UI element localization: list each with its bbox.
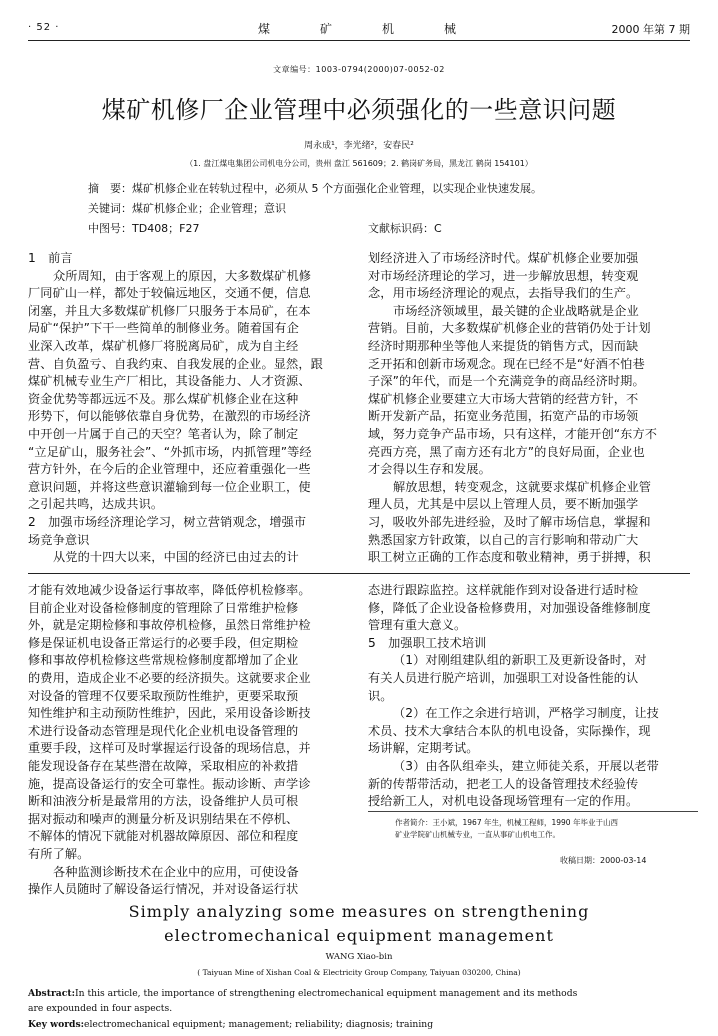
text-line: 断和油液分析是最常用的方法，设备维护人员可根 (28, 794, 299, 809)
text-line: 念，用市场经济理论的观点，去指导我们的生产。 (368, 286, 639, 301)
text-line: 目前企业对设备检修制度的管理除了日常维护检修 (28, 600, 299, 615)
english-title-line-2: electromechanical equipment management (164, 926, 554, 945)
footnote-line-1: 作者简介：王小斌，1967 年生，机械工程师，1990 年毕业于山西 (395, 818, 618, 827)
running-header (28, 20, 690, 41)
text-line: 意识问题，并将这些意识灌输到每一位企业职工，使 (28, 479, 311, 494)
text-line: 新的传帮带活动，把老工人的设备管理技术经验传 (368, 776, 639, 791)
text-line: 职工树立正确的工作态度和敬业精神，勇于拼搏，积 (368, 550, 651, 565)
document-code (368, 220, 442, 236)
text-line: 各种监测诊断技术在企业中的应用，可使设备 (53, 864, 299, 879)
text-line: 解放思想，转变观念，这就要求煤矿机修企业管 (393, 479, 652, 494)
text-line: 5 加强职工技术培训 (368, 635, 487, 650)
abstract-text: 煤矿机修企业在转轨过程中，必须从 5 个方面强化企业管理，以实现企业快速发展。 (132, 182, 542, 195)
english-title-line-1: Simply analyzing some measures on strengthening (128, 902, 590, 921)
english-keywords-text: electromechanical equipment; management; reliability; diagnosis; training (84, 1019, 434, 1030)
footnote-line-2: 矿业学院矿山机械专业，一直从事矿山机电工作。 (395, 830, 560, 839)
journal-name: 煤矿机械 (258, 22, 507, 36)
text-line: 子深”的年代，而是一个充满竞争的商品经济时期。 (368, 374, 645, 389)
english-abstract-line-1: In this article, the importance of strengthening electromechanical equipment management and its methods (75, 988, 578, 999)
text-line: 厂同矿山一样，都处于较偏远地区，交通不便，信息 (28, 286, 311, 301)
text-line: （2）在工作之余进行培训，严格学习制度，让技 (393, 706, 659, 721)
text-line: 2 加强市场经济理论学习，树立营销观念，增强市 (28, 514, 307, 529)
text-line: 修，降低了企业设备检修费用，对加强设备维修制度 (368, 600, 651, 615)
article-number: 文章编号：1003-0794(2000)07-0052-02 (273, 65, 445, 74)
abstract-label: 摘 要： (88, 182, 132, 195)
text-line: 有关人员进行脱产培训，加强职工对设备性能的认 (368, 670, 639, 685)
text-line: 断开发新产品，拓宽业务范围，拓宽产品的市场领 (368, 409, 639, 424)
text-line: 营销。目前，大多数煤矿机修企业的营销仍处于计划 (368, 321, 651, 336)
text-line: 修和事故停机检修这些常规检修制度都增加了企业 (28, 653, 299, 668)
paper-title: 煤矿机修厂企业管理中必须强化的一些意识问题 (101, 96, 617, 124)
text-line: 施，提高设备运行的安全可靠性。振动诊断、声学诊 (28, 776, 311, 791)
text-line: 才会得以生存和发展。 (368, 462, 491, 477)
text-line: 习，吸收外部先进经验，及时了解市场信息，掌握和 (368, 514, 651, 529)
text-line: 重要手段，这样可及时掌握运行设备的现场信息，并 (28, 741, 311, 756)
text-line: 众所周知，由于客观上的原因，大多数煤矿机修 (53, 268, 312, 283)
abstract-block (88, 180, 542, 196)
text-line: 态进行跟踪监控。这样就能作到对设备进行适时检 (368, 583, 639, 597)
footnote-rule (368, 811, 698, 812)
document-code-value: C (434, 222, 442, 235)
text-line: 乏开拓和创新市场观念。现在已经不是“好酒不怕巷 (368, 356, 645, 371)
author-affiliation: （1. 盘江煤电集团公司机电分公司，贵州 盘江 561609；2. 鹤岗矿务局，黑龙江 鹤岗 154101） (185, 159, 533, 168)
text-line: 场讲解，定期考试。 (368, 741, 479, 756)
text-line: 从党的十四大以来，中国的经济已由过去的计 (53, 550, 299, 565)
keywords-label: 关键词： (88, 202, 132, 215)
clc-text: TD408；F27 (132, 222, 200, 235)
text-line: 知性维护和主动预防性维护，因此，采用设备诊断技 (28, 706, 311, 721)
text-line: 对市场经济理论的学习，进一步解放思想，转变观 (368, 268, 639, 283)
page-number: · 52 · (28, 22, 60, 33)
text-line: 才能有效地减少设备运行事故率，降低停机检修率。 (28, 583, 311, 597)
text-line: 业深入改革，煤矿机修厂将脱离局矿，成为自主经 (28, 338, 299, 353)
text-line: 的费用，造成企业不必要的经济损失。这就要求企业 (28, 670, 311, 685)
text-line: 场竞争意识 (28, 532, 90, 547)
page-divider (28, 573, 690, 574)
text-line: 管理有重大意义。 (368, 618, 467, 633)
text-line: 据对振动和噪声的测量分析及识别结果在不停机、 (28, 811, 299, 826)
text-line: 局矿“保护”下干一些简单的制修业务。随着国有企 (28, 321, 299, 336)
clc-label: 中图号： (88, 222, 132, 235)
body-column-right-top (368, 250, 698, 567)
text-line: （1）对刚组建队组的新职工及更新设备时，对 (393, 653, 647, 668)
text-line: 识。 (368, 688, 393, 703)
text-line: 术进行设备动态管理是现代化企业机电设备管理的 (28, 723, 299, 738)
keywords-text: 煤矿机修企业；企业管理；意识 (132, 202, 286, 215)
text-line: 营方针外，在今后的企业管理中，还应着重强化一些 (28, 462, 311, 477)
text-line: 之引起共鸣，达成共识。 (28, 497, 164, 512)
english-abstract-label: Abstract: (28, 988, 75, 999)
text-line: 资金优势等都远远不及。那么煤矿机修企业在这种 (28, 391, 299, 406)
text-line: 授给新工人，对机电设备现场管理有一定的作用。 (368, 794, 639, 809)
text-line: 市场经济领域里，最关键的企业战略就是企业 (393, 303, 639, 318)
text-line: 煤矿机械专业生产厂相比，其设备能力、人才资源、 (28, 374, 311, 389)
received-date: 收稿日期：2000-03-14 (560, 856, 647, 865)
text-line: 中开创一片属于自己的天空？笔者认为，除了制定 (28, 426, 299, 441)
clc-block (88, 220, 200, 236)
text-line: 亮西方亮，黑了南方还有北方”的良好局面，企业也 (368, 444, 645, 459)
text-line: “立足矿山，服务社会”、“外抓市场，内抓管理”等经 (28, 444, 312, 459)
text-line: 形势下，何以能够依靠自身优势，在激烈的市场经济 (28, 409, 311, 424)
text-line: 1 前言 (28, 251, 73, 265)
text-line: 煤矿机修企业要建立大市场大营销的经营方针，不 (368, 391, 639, 406)
text-line: 修是保证机电设备正常运行的必要手段，但定期检 (28, 635, 299, 650)
english-keywords (28, 1017, 698, 1032)
issue-label: 2000 年第 7 期 (611, 23, 690, 36)
text-line: 能发现设备存在某些潜在故障，采取相应的补救措 (28, 758, 299, 773)
text-line: 外，就是定期检修和事故停机检修，虽然日常维护检 (28, 618, 311, 633)
document-code-label: 文献标识码： (368, 222, 434, 235)
text-line: 对设备的管理不仅要采取预防性维护，更要采取预 (28, 688, 299, 703)
english-abstract (28, 986, 698, 1001)
body-column-left-bottom (28, 582, 350, 899)
text-line: 熟悉国家方针政策，以自己的言行影响和带动广大 (368, 532, 639, 547)
text-line: 闭塞，并且大多数煤矿机修厂只服务于本局矿，在本 (28, 303, 311, 318)
text-line: 营、自负盈亏、自我约束、自我发展的企业。显然，跟 (28, 356, 323, 371)
body-column-right-bottom (368, 582, 698, 811)
text-line: （3）由各队组牵头，建立师徒关系，开展以老带 (393, 758, 659, 773)
text-line: 操作人员随时了解设备运行情况，并对设备运行状 (28, 882, 299, 897)
body-column-left-top (28, 250, 350, 567)
text-line: 理人员，尤其是中层以上管理人员，要不断加强学 (368, 497, 639, 512)
author-footnote (395, 817, 618, 841)
english-keywords-label: Key words: (28, 1019, 85, 1030)
keywords-block (88, 200, 286, 216)
text-line: 经济时期那种坐等他人来提货的销售方式，因而缺 (368, 338, 639, 353)
text-line: 域，努力竞争产品市场，只有这样，才能开创“东方不 (368, 426, 658, 441)
english-abstract-continued: are expounded in four aspects. (28, 1003, 173, 1014)
text-line: 有所了解。 (28, 846, 90, 861)
english-author: WANG Xiao-bin (325, 952, 393, 962)
text-line: 术员、技术大拿结合本队的机电设备，实际操作，现 (368, 723, 651, 738)
english-affiliation: ( Taiyuan Mine of Xishan Coal & Electricity Group Company, Taiyuan 030200, China) (197, 968, 521, 977)
text-line: 不解体的情况下就能对机器故障原因、部位和程度 (28, 829, 299, 844)
author-list: 周永成¹，李光绪²，安春民² (304, 141, 414, 151)
text-line: 划经济进入了市场经济时代。煤矿机修企业要加强 (368, 251, 639, 265)
